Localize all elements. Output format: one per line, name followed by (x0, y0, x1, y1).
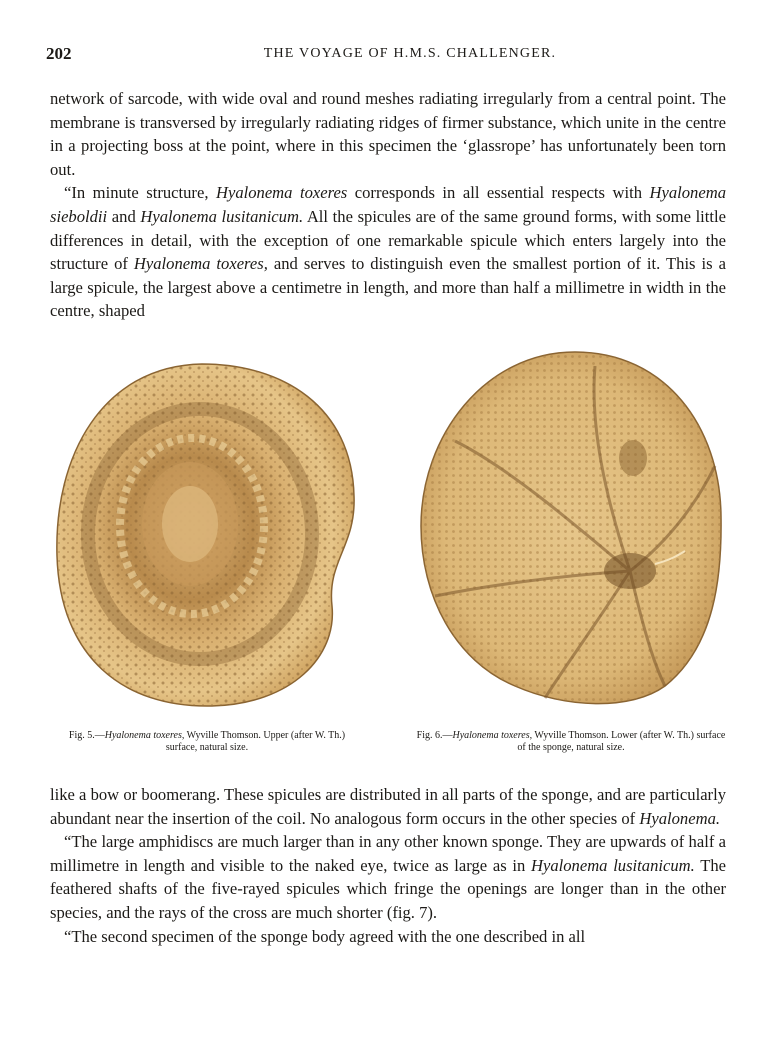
figure-6-caption: Fig. 6.—Hyalonema toxeres, Wyville Thomson. Lower (after W. Th.) surface of the sponge, natural size. (416, 730, 726, 753)
paragraph: “In minute structure, Hyalonema toxeres corresponds in all essential respects with Hyalonema sieboldii and Hyalonema lusitanicum. All the spicules are of the same ground forms, with some little differences in detail, with the exception of one remarkable spicule which enters largely into the structure of Hyalonema toxeres, and serves to distinguish even the smallest portion of it. This is a large spicule, the largest above a centimetre in length, and more than half a millimetre in width in the centre, shaped (50, 183, 726, 321)
page-number: 202 (46, 44, 72, 63)
body-text-bottom (50, 783, 726, 948)
paragraph: like a bow or boomerang. These spicules are distributed in all parts of the sponge, and are particularly abundant near the insertion of the coil. No analogous form occurs in the other species of Hyalonema. (50, 785, 726, 828)
paragraph: network of sarcode, with wide oval and round meshes radiating irregularly from a central point. The membrane is transversed by irregularly radiating ridges of firmer substance, which unite in the centre in a projecting boss at the point, where in this specimen the ‘glassrope’ has unfortunately been torn out. (50, 89, 726, 179)
paragraph: “The second specimen of the sponge body agreed with the one described in all (64, 926, 586, 946)
running-title: THE VOYAGE OF H.M.S. CHALLENGER. (263, 46, 557, 61)
sponge-upper-illustration (52, 356, 362, 711)
sponge-lower-illustration (415, 346, 725, 711)
figure-6-sponge-lower-surface (415, 346, 725, 711)
figure-5-sponge-upper-surface (52, 356, 362, 711)
figure-5-caption: Fig. 5.—Hyalonema toxeres, Wyville Thomson. Upper (after W. Th.) surface, natural size. (68, 730, 346, 753)
body-text-top (50, 87, 726, 323)
paragraph: “The large amphidiscs are much larger than in any other known sponge. They are upwards of half a millimetre in length and visible to the naked eye, twice as large as in Hyalonema lusitanicum. The feathered shafts of the five-rayed spicules which fringe the openings are longer than in the other species, and the rays of the cross are much shorter (fig. 7). (50, 832, 726, 922)
